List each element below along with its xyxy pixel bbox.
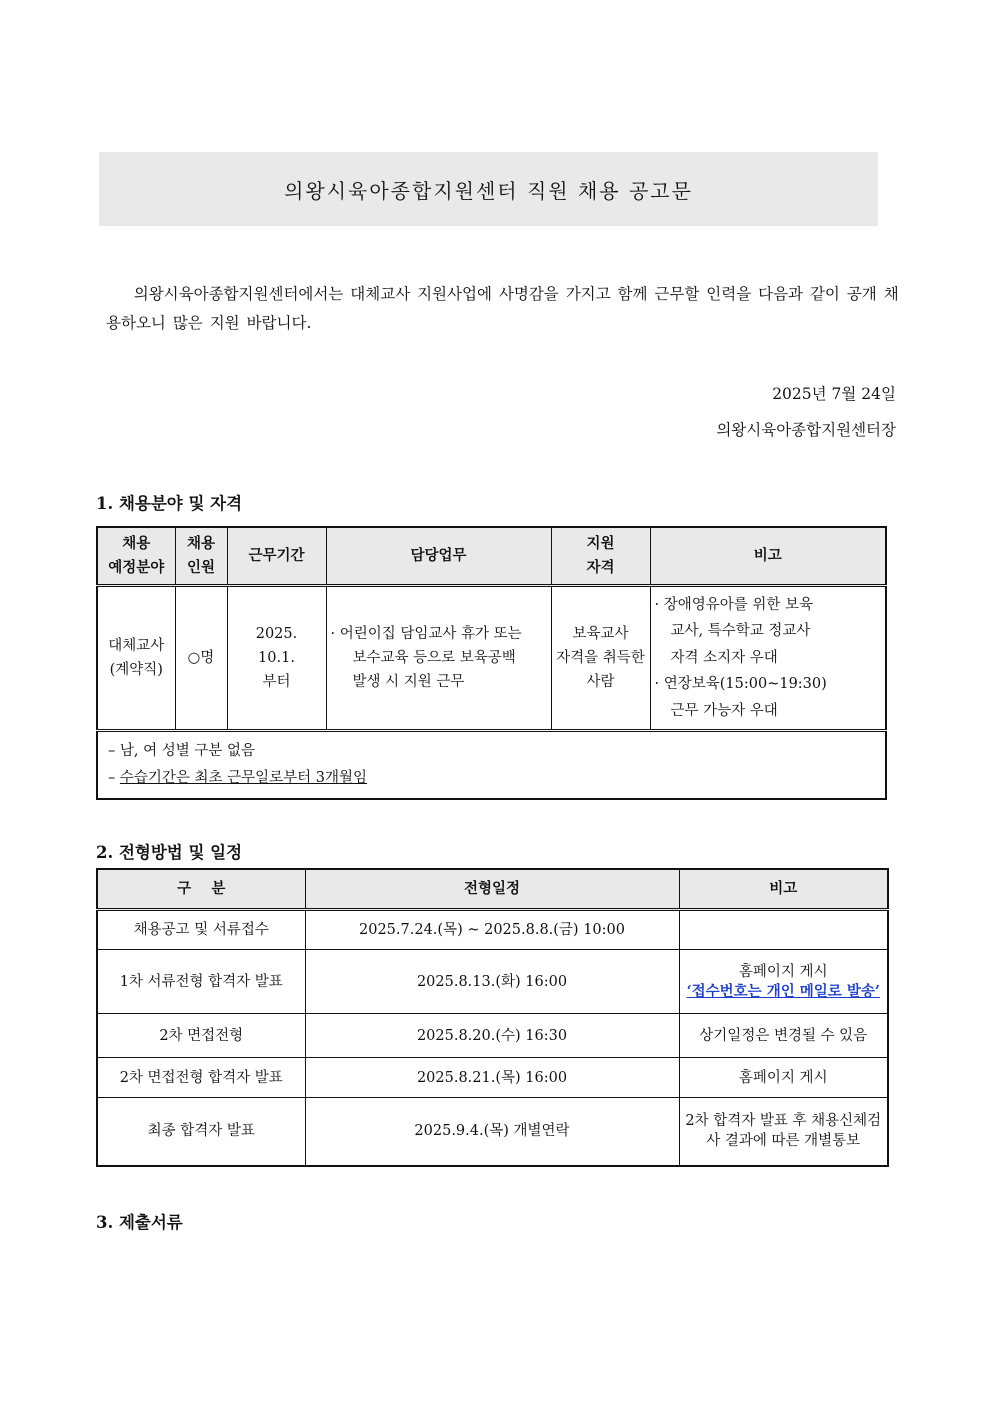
cell-category: 2차 면접전형 [97, 1014, 305, 1058]
recruitment-field-table [96, 526, 887, 800]
cell-category: 1차 서류전형 합격자 발표 [97, 950, 305, 1014]
table-row [97, 1098, 888, 1166]
header-category: 구 분 [97, 869, 305, 910]
cell-schedule: 2025.9.4.(목) 개별연락 [305, 1098, 679, 1166]
cell-period: 2025. 10.1. 부터 [227, 586, 326, 731]
notice-date: 2025년 7월 24일 [772, 385, 896, 403]
table-header-row [97, 869, 888, 910]
cell-schedule: 2025.8.21.(목) 16:00 [305, 1058, 679, 1098]
cell-category: 2차 면접전형 합격자 발표 [97, 1058, 305, 1098]
header-qualification: 지원 자격 [551, 527, 650, 586]
header-note: 비고 [679, 869, 888, 910]
cell-note: 홈페이지 게시 [679, 1058, 888, 1098]
table-row [97, 586, 886, 731]
cell-note: · 장애영유아를 위한 보육 교사, 특수학교 정교사 자격 소지자 우대 · 연장보육(15:00~19:30) 근무 가능자 우대 [650, 586, 886, 731]
cell-schedule: 2025.8.13.(화) 16:00 [305, 950, 679, 1014]
notice-signer: 의왕시육아종합지원센터장 [716, 421, 896, 439]
table-row [97, 1014, 888, 1058]
header-duty: 담당업무 [326, 527, 551, 586]
table-row [97, 910, 888, 950]
header-schedule: 전형일정 [305, 869, 679, 910]
page-title: 의왕시육아종합지원센터 직원 채용 공고문 [99, 152, 878, 226]
header-period: 근무기간 [227, 527, 326, 586]
cell-note: 2차 합격자 발표 후 채용신체검사 결과에 따른 개별통보 [679, 1098, 888, 1166]
cell-category: 최종 합격자 발표 [97, 1098, 305, 1166]
cell-note: 홈페이지 게시 ‘접수번호는 개인 메일로 발송’ [679, 950, 888, 1014]
header-count: 채용 인원 [175, 527, 227, 586]
cell-note [679, 910, 888, 950]
cell-schedule: 2025.7.24.(목) ~ 2025.8.8.(금) 10:00 [305, 910, 679, 950]
section1-heading: 1. 채용분야 및 자격 [96, 494, 243, 513]
table-row [97, 950, 888, 1014]
header-note: 비고 [650, 527, 886, 586]
table-notes: – 남, 여 성별 구분 없음 – 수습기간은 최초 근무일로부터 3개월임 [97, 731, 886, 800]
email-notice-emphasis: ‘접수번호는 개인 메일로 발송’ [686, 982, 880, 1000]
cell-note: 상기일정은 변경될 수 있음 [679, 1014, 888, 1058]
section3-heading: 3. 제출서류 [96, 1213, 183, 1232]
cell-category: 채용공고 및 서류접수 [97, 910, 305, 950]
cell-duty: · 어린이집 담임교사 휴가 또는 보수교육 등으로 보육공백 발생 시 지원 근무 [326, 586, 551, 731]
section2-heading: 2. 전형방법 및 일정 [96, 843, 243, 862]
cell-qualification: 보육교사 자격을 취득한 사람 [551, 586, 650, 731]
table-row [97, 1058, 888, 1098]
header-field: 채용 예정분야 [97, 527, 175, 586]
intro-paragraph: 의왕시육아종합지원센터에서는 대체교사 지원사업에 사명감을 가지고 함께 근무할 인력을 다음과 같이 공개 채용하오니 많은 지원 바랍니다. [106, 285, 899, 332]
schedule-table [96, 868, 889, 1167]
cell-count: ○명 [175, 586, 227, 731]
cell-field: 대체교사 (계약직) [97, 586, 175, 731]
table-notes-row [97, 731, 886, 800]
table-header-row [97, 527, 886, 586]
cell-schedule: 2025.8.20.(수) 16:30 [305, 1014, 679, 1058]
